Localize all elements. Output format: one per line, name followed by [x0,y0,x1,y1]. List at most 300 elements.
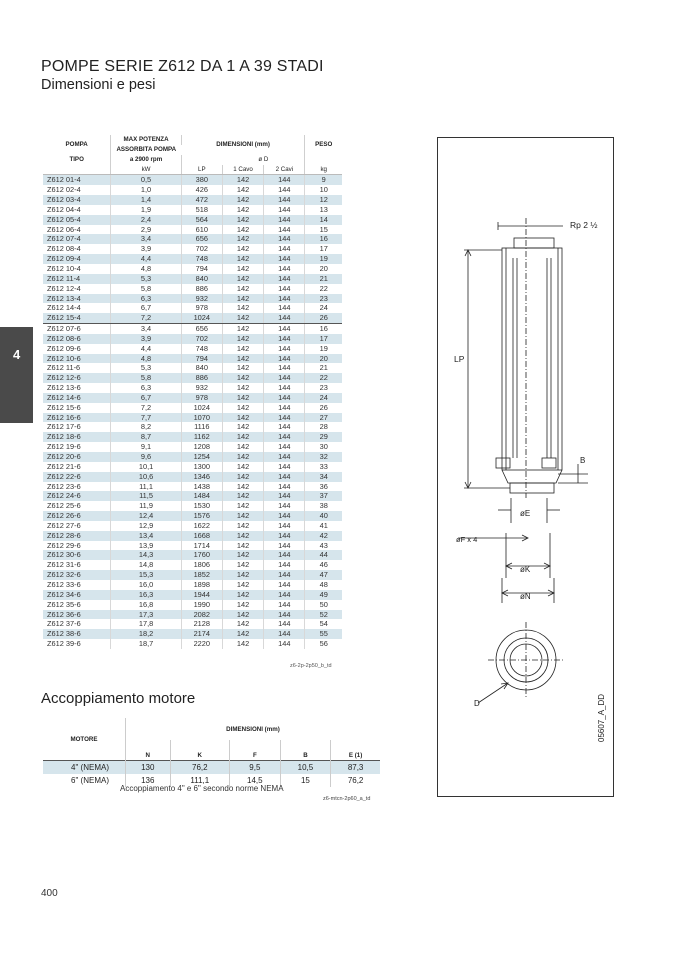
table-cell: 1024 [181,403,222,413]
table-cell: 144 [264,205,305,215]
table-cell: 9,5 [230,761,281,775]
table-cell: 144 [264,215,305,225]
table-cell: 38 [319,501,328,511]
table-row [43,550,342,560]
table-cell: 87,3 [331,761,380,775]
table-cell: 144 [264,383,305,393]
table-cell: 1,9 [111,205,181,215]
table-cell: 7,7 [111,413,181,423]
table-cell: 10,1 [111,462,181,472]
table-cell: 144 [264,590,305,600]
col-b-header: B [280,740,331,761]
col-kw-header: kW [111,165,181,175]
table-cell: 144 [264,373,305,383]
table-cell: 2220 [181,639,222,649]
table-row [43,541,342,551]
table-cell: Z612 07-6 [43,324,111,334]
table-cell: 142 [222,619,263,629]
table-cell: Z612 20-6 [43,452,111,462]
table-row [43,244,342,254]
table-cell: 46 [319,560,328,570]
table-cell: Z612 33-6 [43,580,111,590]
page-title: POMPE SERIE Z612 DA 1 A 39 STADI [41,58,324,75]
table-cell: 4,8 [111,354,181,364]
table-cell: 748 [181,254,222,264]
table-cell: 142 [222,313,263,323]
col-diam-d-header: ø D [222,155,305,165]
table-cell: 33 [319,461,328,471]
chapter-number: 4 [13,347,21,362]
label-lp: LP [454,354,465,364]
table-row [43,570,342,580]
table-cell: 144 [264,244,305,254]
table-cell: 142 [222,610,263,620]
chapter-tab [0,327,33,423]
table-row [43,521,342,531]
table-cell: 1162 [181,432,222,442]
table-cell: 11,1 [111,482,181,492]
table-cell: 144 [264,639,305,649]
table-row [43,303,342,313]
table-row [43,413,342,423]
table-cell: 142 [222,215,263,225]
table-cell: 1024 [181,313,222,323]
table-row [43,560,342,570]
table-row [43,761,380,775]
col-2cavi-header: 2 Cavi [264,165,305,175]
table-cell: 9 [305,175,342,185]
label-k: øK [520,565,531,574]
table-cell: 76,2 [347,776,364,785]
table-cell: 656 [181,234,222,244]
table-cell: 144 [264,491,305,501]
table-cell: 142 [222,324,263,334]
table-cell: Z612 30-6 [43,550,111,560]
motor-table-ref: z6-mtcn-2p60_a_td [323,796,371,802]
table-cell: 144 [264,334,305,344]
table-cell: 144 [264,225,305,235]
table-cell: 6" (NEMA) [43,774,126,787]
table-cell: 8,2 [111,422,181,432]
table-cell: Z612 24-6 [43,491,111,501]
table-cell: 1990 [181,600,222,610]
table-cell: Z612 11-4 [43,274,111,284]
table-cell: 978 [181,393,222,403]
table-cell: 142 [222,452,263,462]
col-motore-header: MOTORE [43,718,126,761]
table-cell: Z612 14-6 [43,393,111,403]
table-cell: 702 [181,334,222,344]
col-k-header: K [170,740,229,761]
table-cell: 41 [319,520,328,530]
table-cell: 13,9 [111,541,181,551]
table-cell: 19 [305,254,342,264]
table-cell: 144 [264,274,305,284]
table-cell: 11,9 [111,501,181,511]
label-f: øF x 4 [456,535,478,544]
table-cell: 1898 [181,580,222,590]
table-row [43,354,342,364]
table-cell: 142 [222,531,263,541]
table-cell: Z612 29-6 [43,541,111,551]
table-cell: 144 [264,175,305,185]
table-cell: 32 [305,452,342,462]
table-cell: 142 [222,432,263,442]
table-row [43,531,342,541]
table-cell: 22 [319,283,328,293]
table-row [43,225,342,235]
pump-dimensions-table [43,135,342,649]
table-cell: 144 [264,580,305,590]
table-cell: 20 [319,263,328,273]
pump-table-ref: z6-2p-2p50_b_td [290,663,332,669]
table-cell: 142 [222,284,263,294]
table-cell: 1714 [181,541,222,551]
table-cell: 24 [305,393,342,403]
table-cell: 14,5 [230,774,281,787]
table-cell: 56 [319,639,328,649]
table-cell: 518 [181,205,222,215]
table-cell: 13,4 [111,531,181,541]
col-dimensioni-header: DIMENSIONI (mm) [181,135,305,155]
table-cell: 1070 [181,413,222,423]
table-row [43,491,342,501]
table-cell: 142 [222,511,263,521]
table-cell: 702 [181,244,222,254]
table-cell: 144 [264,600,305,610]
table-cell: 1346 [181,472,222,482]
table-row [43,393,342,403]
table-cell: 30 [319,442,328,452]
table-cell: Z612 27-6 [43,521,111,531]
table-row [43,629,342,639]
table-cell: 144 [264,294,305,304]
table-cell: 840 [181,274,222,284]
table-cell: 142 [222,560,263,570]
table-cell: 840 [181,363,222,373]
table-cell: 794 [181,264,222,274]
table-cell: 17 [305,334,342,344]
table-cell: 142 [222,363,263,373]
table-cell: Z612 04-4 [43,205,111,215]
table-cell: 142 [222,373,263,383]
table-cell: Z612 08-6 [43,334,111,344]
table-cell: 6,7 [111,393,181,403]
table-cell: 111,1 [170,774,229,787]
table-row [43,580,342,590]
table-row [43,234,342,244]
table-cell: 15 [319,224,328,234]
table-cell: 144 [264,619,305,629]
table-cell: 1806 [181,560,222,570]
table-row [43,205,342,215]
table-cell: 142 [222,491,263,501]
table-cell: 564 [181,215,222,225]
table-cell: 932 [181,294,222,304]
table-cell: 142 [222,462,263,472]
table-cell: 142 [222,521,263,531]
motor-coupling-table [43,718,380,787]
table-cell: 2082 [181,610,222,620]
table-cell: 472 [181,195,222,205]
table-cell: Z612 21-6 [43,462,111,472]
table-row [43,334,342,344]
table-cell: 1,4 [111,195,181,205]
table-cell: 26 [305,313,342,323]
table-cell: 142 [222,383,263,393]
label-rp: Rp 2 ½ [570,220,598,230]
table-cell: 4,4 [111,344,181,354]
col-f-header: F [230,740,281,761]
table-cell: 52 [305,610,342,620]
table-row [43,472,342,482]
table-cell: 142 [222,234,263,244]
table-cell: 142 [222,403,263,413]
table-cell: 20 [305,354,342,364]
table-row [43,215,342,225]
table-cell: 3,4 [111,324,181,334]
table-cell: 8,7 [111,432,181,442]
table-cell: 144 [264,511,305,521]
table-cell: 144 [264,629,305,639]
table-cell: 144 [264,313,305,323]
col-lp-header: LP [181,165,222,175]
table-cell: Z612 17-6 [43,422,111,432]
table-cell: Z612 28-6 [43,531,111,541]
table-cell: Z612 12-6 [43,373,111,383]
table-cell: 1760 [181,550,222,560]
table-cell: 142 [222,244,263,254]
table-cell: 794 [181,354,222,364]
table-cell: 144 [264,422,305,432]
table-cell: 978 [181,303,222,313]
table-row [43,284,342,294]
table-cell: 144 [264,432,305,442]
table-row [43,274,342,284]
table-cell: 19 [319,343,328,353]
table-cell: 144 [264,610,305,620]
page-number: 400 [41,888,58,899]
table-cell: 1622 [181,521,222,531]
table-cell: 37 [305,491,342,501]
table-cell: 15,3 [111,570,181,580]
table-cell: 3,9 [111,244,181,254]
table-cell: Z612 32-6 [43,570,111,580]
table-cell: Z612 07-4 [43,234,111,244]
table-cell: 4" (NEMA) [43,761,126,775]
table-cell: 144 [264,472,305,482]
table-cell: 144 [264,462,305,472]
table-cell: 18,2 [111,629,181,639]
table-cell: 1852 [181,570,222,580]
table-cell: 15 [280,774,331,787]
table-cell: 142 [222,334,263,344]
table-row [43,590,342,600]
table-row [43,383,342,393]
table-cell: 54 [319,619,328,629]
table-cell: 16,0 [111,580,181,590]
table-cell: 142 [222,580,263,590]
col-1cavo-header: 1 Cavo [222,165,263,175]
table-cell: Z612 34-6 [43,590,111,600]
col-dim-header: DIMENSIONI (mm) [226,725,280,733]
table-cell: 130 [126,761,171,775]
table-cell: 5,3 [111,363,181,373]
table-cell: Z612 18-6 [43,432,111,442]
table-cell: Z612 12-4 [43,284,111,294]
table-cell: 2,9 [111,225,181,235]
table-cell: 6,3 [111,383,181,393]
table-cell: 9,1 [111,442,181,452]
table-cell: Z612 05-4 [43,215,111,225]
table-cell: 1944 [181,590,222,600]
table-cell: 142 [222,422,263,432]
table-cell: 27 [305,413,342,423]
drawing-code: 05607_A_DD [597,693,606,742]
table-cell: 144 [264,284,305,294]
table-cell: 1208 [181,442,222,452]
table-cell: 7,2 [111,403,181,413]
table-cell: 142 [222,294,263,304]
table-cell: 142 [222,472,263,482]
table-cell: 5,8 [111,373,181,383]
table-cell: 144 [264,541,305,551]
table-cell: 17,3 [111,610,181,620]
table-cell: 142 [222,185,263,195]
table-cell: 142 [222,354,263,364]
table-row [43,363,342,373]
table-row [43,432,342,442]
table-cell: 17,8 [111,619,181,629]
table-cell: 23 [319,383,328,393]
table-cell: Z612 16-6 [43,413,111,423]
table-cell: 142 [222,639,263,649]
table-cell: 5,8 [111,284,181,294]
table-cell: 24 [319,303,328,313]
table-cell: 14,3 [111,550,181,560]
label-d: D [474,699,480,708]
table-cell: 144 [264,324,305,334]
table-cell: 144 [264,344,305,354]
table-cell: 142 [222,550,263,560]
table-cell: 144 [264,393,305,403]
drawing-svg [438,138,615,798]
table-cell: 144 [264,550,305,560]
table-cell: 22 [305,373,342,383]
col-peso-header: PESO [315,140,333,148]
table-cell: 44 [305,550,342,560]
col-kg-header: kg [305,165,342,175]
table-cell: 29 [305,432,342,442]
table-cell: 144 [264,354,305,364]
page-subtitle: Dimensioni e pesi [41,77,156,93]
table-cell: 4,4 [111,254,181,264]
table-cell: 3,9 [111,334,181,344]
table-row [43,462,342,472]
table-cell: 48 [319,579,328,589]
table-cell: 4,8 [111,264,181,274]
table-cell: 1576 [181,511,222,521]
table-cell: 55 [305,629,342,639]
table-cell: 610 [181,225,222,235]
table-cell: 21 [305,274,342,284]
table-cell: 426 [181,185,222,195]
table-cell: 144 [264,413,305,423]
table-cell: 34 [305,472,342,482]
table-cell: 1438 [181,482,222,492]
table-row [43,185,342,195]
col-n-header: N [126,740,171,761]
table-cell: 12,9 [111,521,181,531]
table-row [43,175,342,185]
table-cell: 142 [222,501,263,511]
table-row [43,422,342,432]
table-cell: 1668 [181,531,222,541]
table-cell: 10,5 [280,761,331,775]
table-cell: 13 [319,204,328,214]
table-cell: 144 [264,363,305,373]
table-cell: 6,7 [111,303,181,313]
table-cell: 142 [222,205,263,215]
table-cell: 142 [222,274,263,284]
table-cell: Z612 10-6 [43,354,111,364]
table-cell: Z612 23-6 [43,482,111,492]
col-e-header: E (1) [348,752,363,759]
table-cell: 7,2 [111,313,181,323]
table-cell: 12 [305,195,342,205]
table-cell: 0,5 [111,175,181,185]
table-cell: 144 [264,521,305,531]
table-cell: 47 [305,570,342,580]
table-cell: 2174 [181,629,222,639]
table-cell: 144 [264,303,305,313]
table-cell: 886 [181,284,222,294]
table-cell: Z612 11-6 [43,363,111,373]
table-cell: Z612 09-6 [43,344,111,354]
table-row [43,254,342,264]
table-cell: 144 [264,195,305,205]
table-cell: 144 [264,442,305,452]
table-cell: 144 [264,234,305,244]
label-e: øE [520,509,531,518]
col-pompa-header: POMPA [43,135,111,155]
table-cell: Z612 39-6 [43,639,111,649]
table-cell: 43 [319,540,328,550]
table-cell: 144 [264,185,305,195]
motor-note: Accoppiamento 4" e 6" secondo norme NEMA [120,784,284,793]
table-cell: 1,0 [111,185,181,195]
table-cell: 142 [222,629,263,639]
col-tipo-header: TIPO [43,155,111,165]
table-cell: 42 [305,531,342,541]
table-row [43,313,342,323]
table-row [43,442,342,452]
table-cell: 380 [181,175,222,185]
table-cell: 142 [222,570,263,580]
table-cell: Z612 14-4 [43,303,111,313]
table-row [43,452,342,462]
table-cell: 144 [264,531,305,541]
table-cell: 144 [264,254,305,264]
table-cell: 14,8 [111,560,181,570]
table-cell: Z612 37-6 [43,619,111,629]
table-cell: 142 [222,344,263,354]
table-cell: Z612 06-4 [43,225,111,235]
table-cell: 26 [319,402,328,412]
table-cell: 142 [222,393,263,403]
table-cell: 1116 [181,422,222,432]
table-row [43,482,342,492]
